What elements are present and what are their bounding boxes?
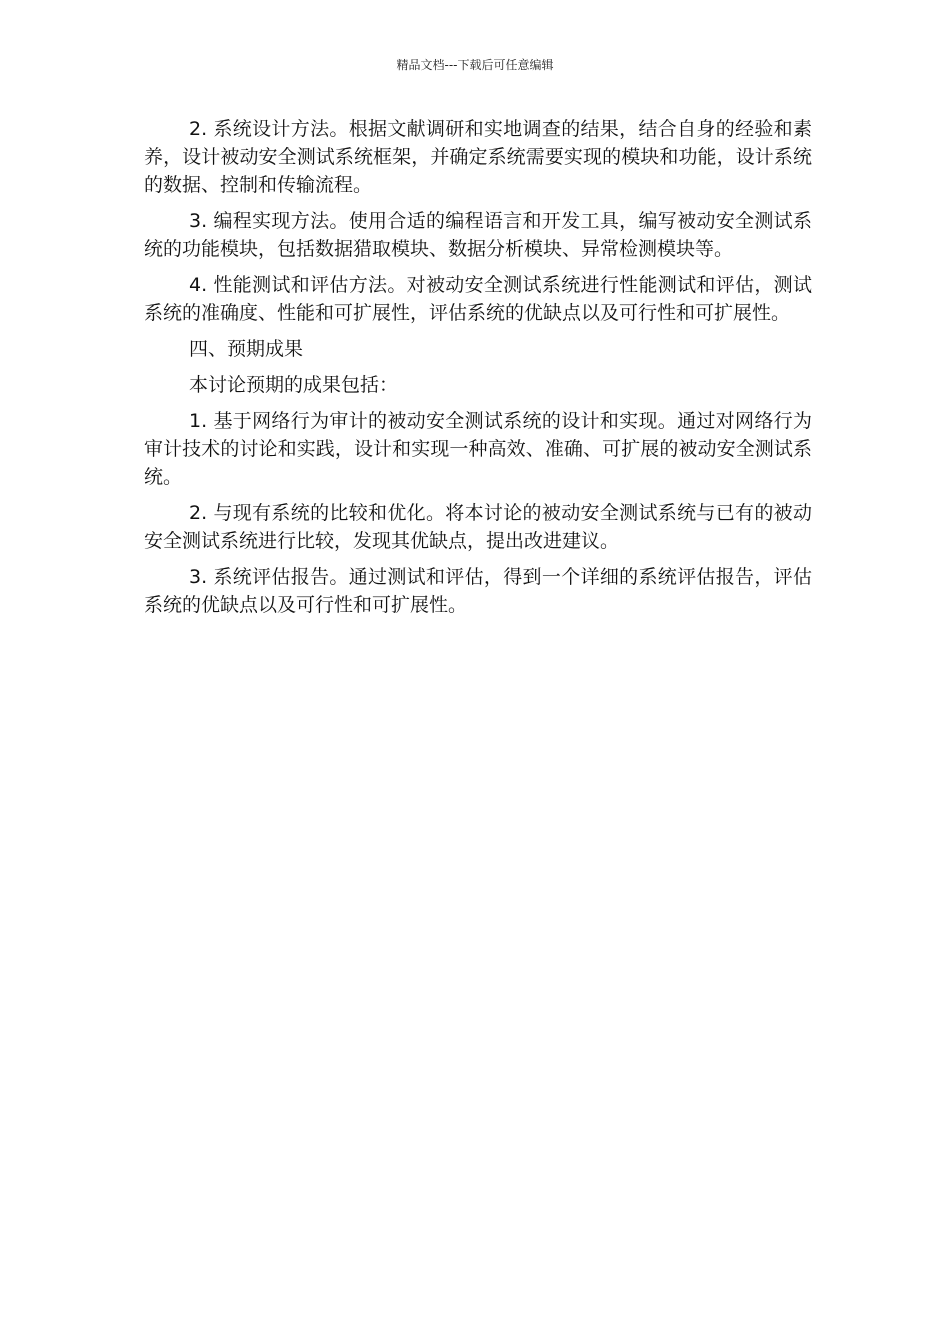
paragraph-result-2: 2. 与现有系统的比较和优化。将本讨论的被动安全测试系统与已有的被动安全测试系统进行比较，发现其优缺点，提出改进建议。: [144, 502, 812, 552]
paragraph-method-2: 2. 系统设计方法。根据文献调研和实地调查的结果，结合自身的经验和素养，设计被动安全测试系统框架，并确定系统需要实现的模块和功能，设计系统的数据、控制和传输流程。: [144, 118, 812, 196]
section-heading-expected-results: 四、预期成果: [189, 338, 304, 360]
paragraph-result-1: 1. 基于网络行为审计的被动安全测试系统的设计和实现。通过对网络行为审计技术的讨论和实践，设计和实现一种高效、准确、可扩展的被动安全测试系统。: [144, 410, 812, 488]
paragraph-results-intro: 本讨论预期的成果包括：: [189, 374, 399, 396]
paragraph-result-3: 3. 系统评估报告。通过测试和评估，得到一个详细的系统评估报告，评估系统的优缺点以及可行性和可扩展性。: [144, 566, 812, 616]
paragraph-method-4: 4. 性能测试和评估方法。对被动安全测试系统进行性能测试和评估，测试系统的准确度、性能和可扩展性，评估系统的优缺点以及可行性和可扩展性。: [144, 274, 812, 324]
page-header: 精品文档---下载后可任意编辑: [396, 58, 554, 72]
paragraph-method-3: 3. 编程实现方法。使用合适的编程语言和开发工具，编写被动安全测试系统的功能模块，包括数据猎取模块、数据分析模块、异常检测模块等。: [144, 210, 812, 260]
document-body: [144, 115, 812, 627]
